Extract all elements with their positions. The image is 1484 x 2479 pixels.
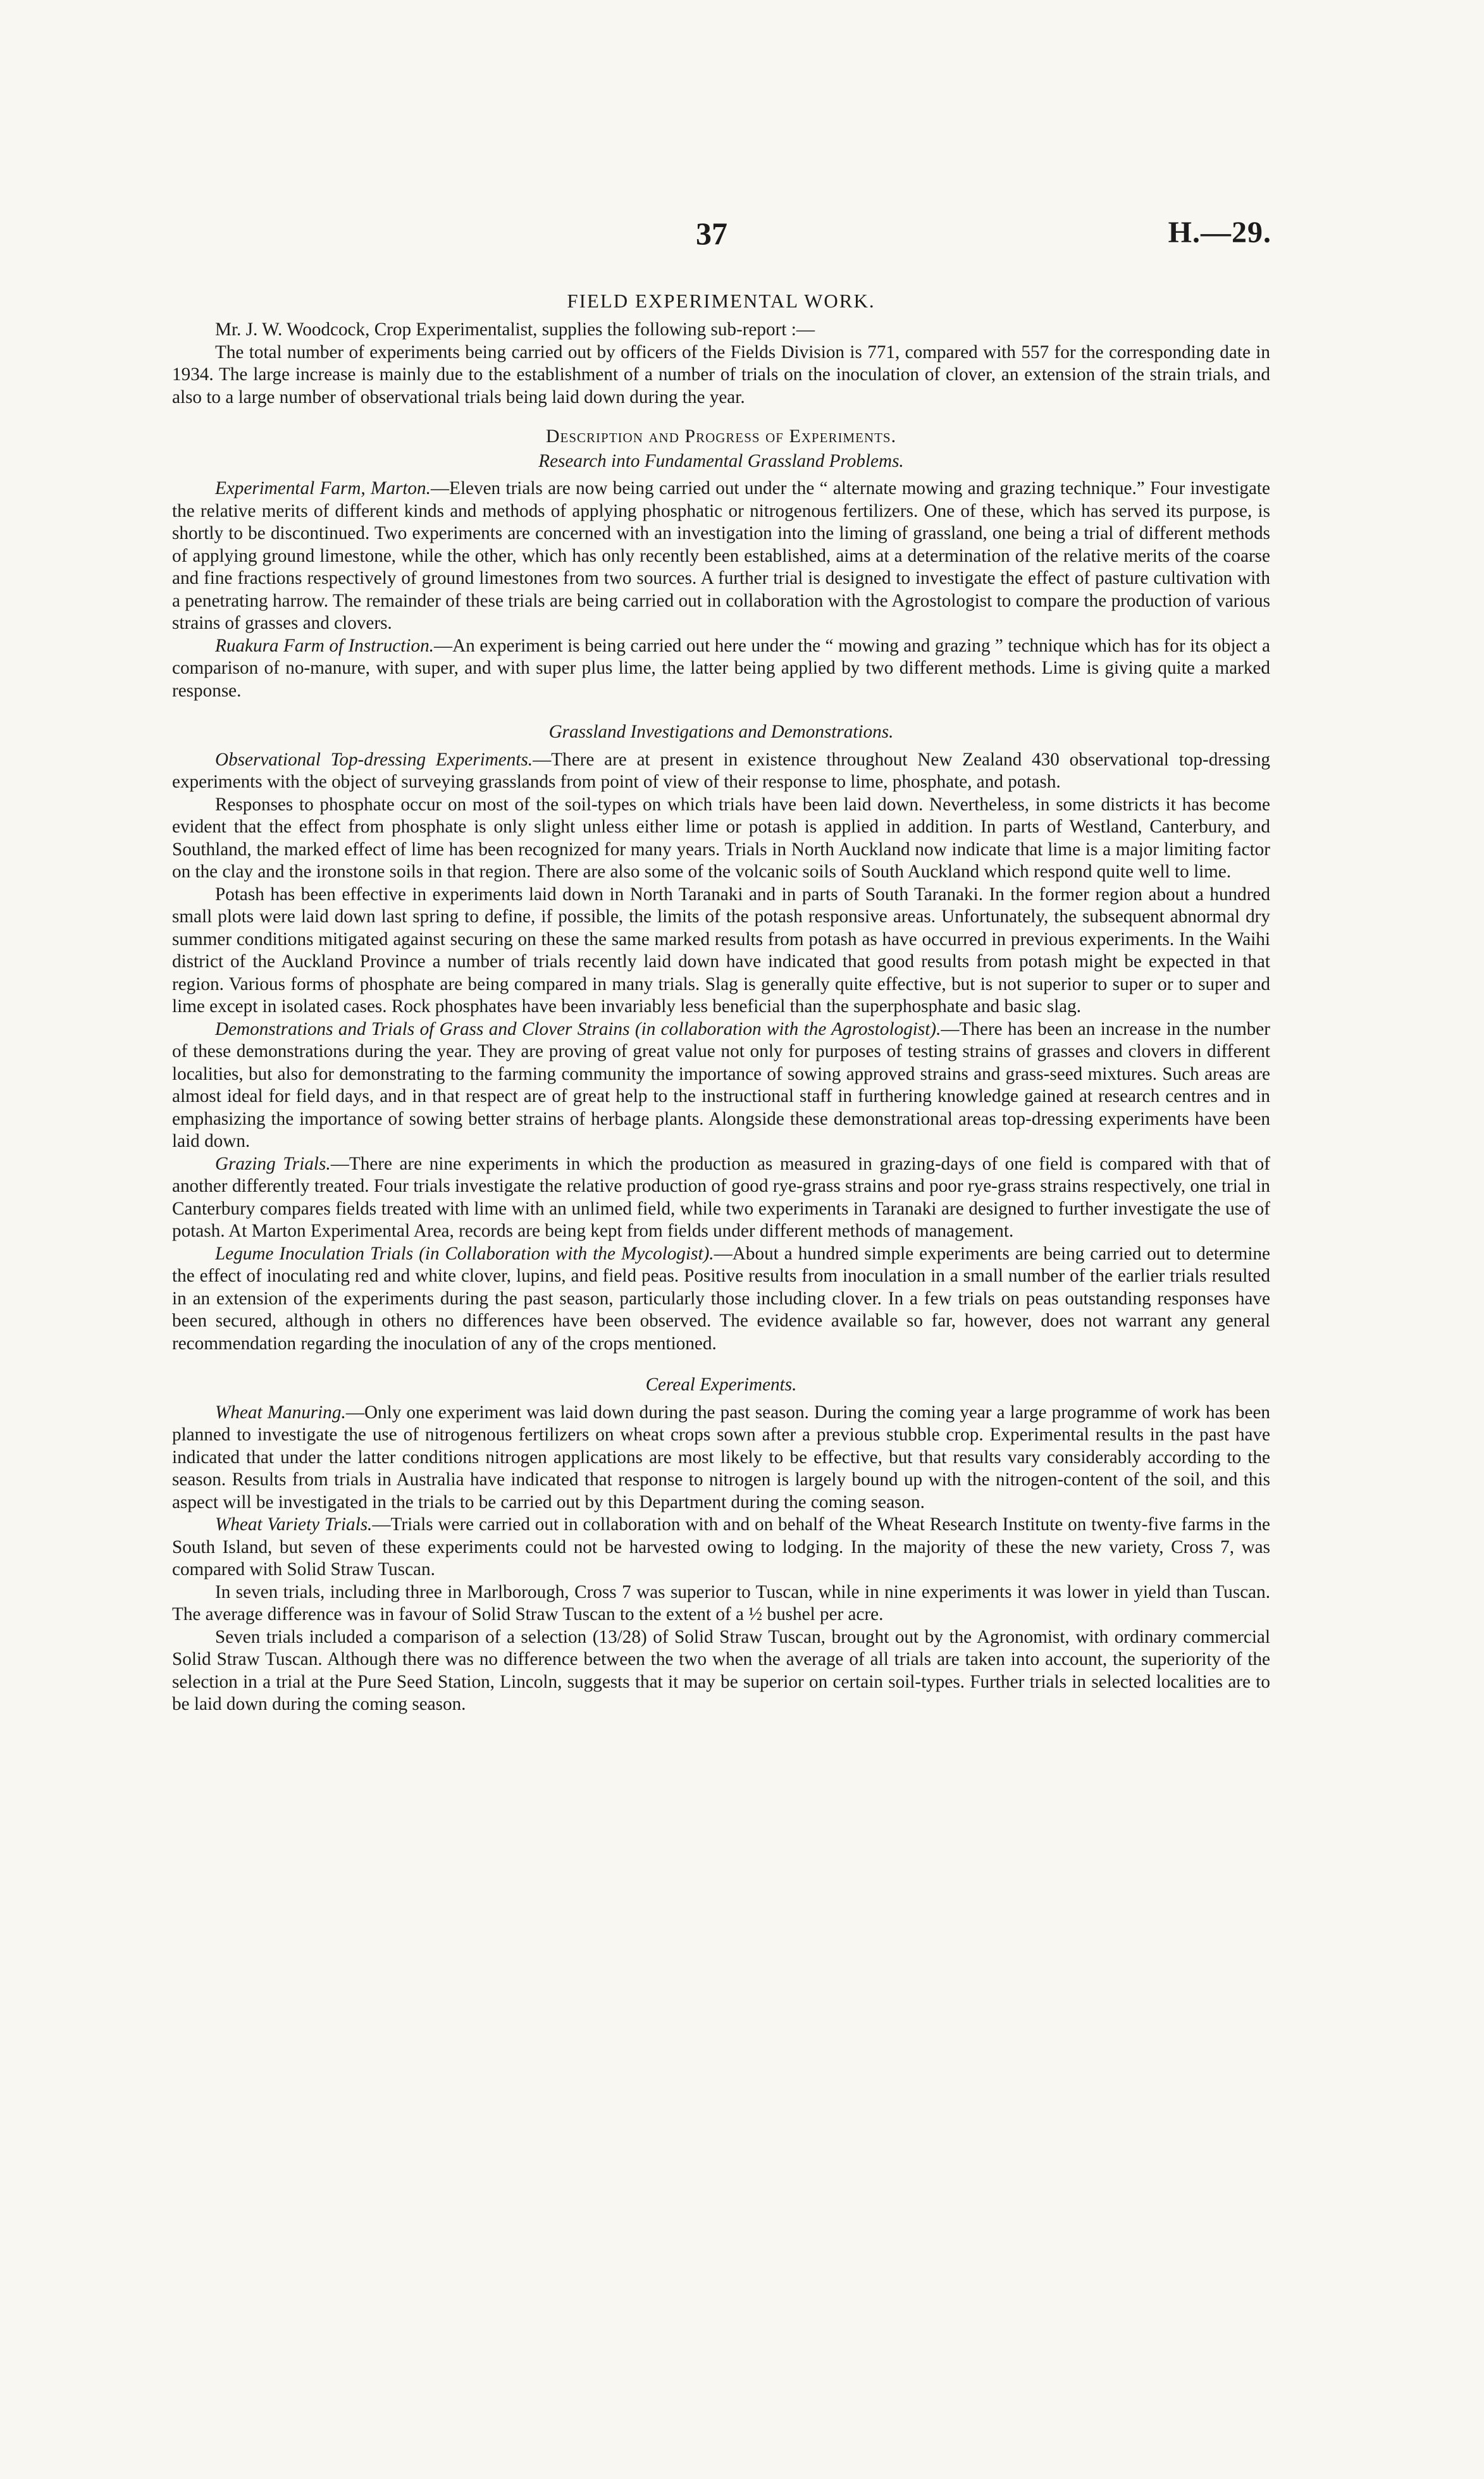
paragraph bbox=[172, 1153, 1270, 1243]
paragraph bbox=[172, 1018, 1270, 1153]
paragraph-text: —About a hundred simple experiments are being carried out to determine the effect of inoculating red and white clover, lupins, and field peas. Positive results from inoculation in a small number of the earlier trials resulted in an extension of the experiments during the past season, particularly those including clover. In a few trials on peas outstanding responses have been secured, although in others no differences have been observed. The evidence available so far, however, does not warrant any general recommendation regarding the inoculation of any of the crops mentioned. bbox=[172, 1243, 1270, 1354]
paragraph-text: —There has been an increase in the number of these demonstrations during the year. They are proving of great value not only for purposes of testing strains of grasses and clovers in different localities, but also for demonstrating to the farming community the importance of sowing approved strains and grass-seed mixtures. Such areas are almost ideal for field days, and in that respect are of great help to the instructional staff in furthering knowledge gained at research centres and in emphasizing the importance of sowing better strains of herbage plants. Alongside these demonstrational areas top-dressing experiments have been laid down. bbox=[172, 1018, 1270, 1151]
run-in-heading: Observational Top-dressing Experiments. bbox=[215, 749, 533, 770]
paragraph bbox=[172, 884, 1270, 1018]
paragraph-text: —There are nine experiments in which the production as measured in grazing-days of one field is compared with that of another differently treated. Four trials investigate the relative production of good rye-grass strains and poor rye-grass strains respectively, one trial in Canterbury compares fields treated with lime with an unlimed field, while two experiments in Taranaki are designed to further investigate the use of potash. At Marton Experimental Area, records are being kept from fields under different methods of management. bbox=[172, 1153, 1270, 1241]
section-heading: Description and Progress of Experiments. bbox=[545, 426, 897, 447]
page-number: 37 bbox=[696, 216, 727, 251]
paragraph bbox=[172, 794, 1270, 884]
paragraph-text: —Eleven trials are now being carried out under the “ alternate mowing and grazing technique.” Four investigate the relative merits of different kinds and methods of applying phosphatic or nitrogenous fertilizers. One of these, which has served its purpose, is shortly to be discontinued. Two experiments are concerned with an investigation into the liming of grassland, one being a trial of different methods of applying ground limestone, while the other, which has only recently been established, aims at a determination of the relative merits of the coarse and fine fractions respectively of ground limestones from two sources. A further trial is designed to investigate the effect of pasture cultivation with a penetrating harrow. The remainder of these trials are being carried out in collaboration with the Agrostologist to compare the production of various strains of grasses and clovers. bbox=[172, 478, 1270, 633]
document-reference: H.—29. bbox=[1168, 216, 1271, 249]
paragraph-text: —Trials were carried out in collaboration with and on behalf of the Wheat Research Institute on twenty-five farms in the South Island, but seven of these experiments could not be harvested owing to lodging. In the majority of these the new variety, Cross 7, was compared with Solid Straw Tuscan. bbox=[172, 1514, 1271, 1580]
run-in-heading: Wheat Manuring. bbox=[215, 1402, 346, 1423]
paragraph-text: Seven trials included a comparison of a selection (13/28) of Solid Straw Tuscan, brought out by the Agronomist, with ordinary commercial Solid Straw Tuscan. Although there was no difference between the two when the average of all trials are taken into account, the superiority of the selection in a trial at the Pure Seed Station, Lincoln, suggests that it may be superior on certain soil-types. Further trials in selected localities are to be laid down during the coming season. bbox=[172, 1626, 1270, 1714]
subsection-heading: Cereal Experiments. bbox=[645, 1375, 797, 1395]
paragraph bbox=[172, 1514, 1270, 1581]
paragraph-text: —Only one experiment was laid down during the past season. During the coming year a large programme of work has been planned to investigate the use of nitrogenous fertilizers on wheat crops sown after a previous stubble crop. Experimental results in the past have indicated that under the latter conditions nitrogen applications are most likely to be effective, but that results vary considerably according to the season. Results from trials in Australia have indicated that response to nitrogen is largely bound up with the nitrogen-content of the soil, and this aspect will be investigated in the trials to be carried out by this Department during the coming season. bbox=[172, 1402, 1270, 1512]
run-in-heading: Experimental Farm, Marton. bbox=[215, 478, 431, 498]
run-in-heading: Legume Inoculation Trials (in Collaboration with the Mycologist). bbox=[215, 1243, 714, 1264]
run-in-heading: Ruakura Farm of Instruction. bbox=[215, 635, 434, 656]
page-title: FIELD EXPERIMENTAL WORK. bbox=[567, 290, 875, 312]
paragraph-text: —There are at present in existence throughout New Zealand 430 observational top-dressing experiments with the object of surveying grasslands from point of view of their response to lime, phosphate, and potash. bbox=[172, 749, 1270, 792]
paragraph bbox=[172, 635, 1270, 703]
subsection-heading: Grassland Investigations and Demonstrations. bbox=[548, 722, 894, 742]
paragraph bbox=[172, 1243, 1270, 1356]
paragraph bbox=[172, 1626, 1270, 1716]
page-header bbox=[171, 215, 1271, 272]
paragraph bbox=[172, 478, 1270, 635]
subsection-heading: Research into Fundamental Grassland Problems. bbox=[538, 450, 904, 471]
paragraph bbox=[172, 749, 1270, 794]
intro-paragraph: Mr. J. W. Woodcock, Crop Experimentalist, supplies the following sub-report :— bbox=[215, 319, 815, 340]
paragraph-text: Responses to phosphate occur on most of the soil-types on which trials have been laid down. Nevertheless, in some districts it has become evident that the effect from phosphate is only slight unless either lime or potash is applied in addition. In parts of Westland, Canterbury, and Southland, the marked effect of lime has been recognized for many years. Trials in North Auckland now indicate that lime is a major limiting factor on the clay and the ironstone soils in that region. There are also some of the volcanic soils of South Auckland which respond quite well to lime. bbox=[172, 794, 1270, 882]
paragraph-text: In seven trials, including three in Marlborough, Cross 7 was superior to Tuscan, while in nine experiments it was lower in yield than Tuscan. The average difference was in favour of Solid Straw Tuscan to the extent of a ½ bushel per acre. bbox=[172, 1581, 1270, 1624]
paragraph bbox=[172, 1402, 1270, 1514]
intro-paragraph: The total number of experiments being carried out by officers of the Fields Division is 771, compared with 557 for the corresponding date in 1934. The large increase is mainly due to the establishment of a number of trials on the inoculation of clover, an extension of the strain trials, and also to a large number of observational trials being laid down during the year. bbox=[172, 342, 1270, 407]
page-content bbox=[172, 288, 1270, 1716]
paragraph-text: —An experiment is being carried out here under the “ mowing and grazing ” technique which has for its object a comparison of no-manure, with super, and with super plus lime, the latter being applied by two different methods. Lime is giving quite a marked response. bbox=[172, 635, 1270, 701]
run-in-heading: Grazing Trials. bbox=[215, 1153, 331, 1174]
paragraph bbox=[172, 1581, 1270, 1626]
paragraph-text: Potash has been effective in experiments laid down in North Taranaki and in parts of South Taranaki. In the former region about a hundred small plots were laid down last spring to define, if possible, the limits of the potash responsive areas. Unfortunately, the subsequent abnormal dry summer conditions mitigated against securing on these the same marked results from potash as have occurred in previous experiments. In the Waihi district of the Auckland Province a number of trials recently laid down have indicated that good results from potash might be expected in that region. Various forms of phosphate are being compared in many trials. Slag is generally quite effective, but is not superior to super or to super and lime except in isolated cases. Rock phosphates have been invariably less beneficial than the superphosphate and basic slag. bbox=[172, 884, 1270, 1017]
run-in-heading: Demonstrations and Trials of Grass and Clover Strains (in collaboration with the Agrostologist). bbox=[215, 1018, 941, 1039]
run-in-heading: Wheat Variety Trials. bbox=[215, 1514, 373, 1535]
